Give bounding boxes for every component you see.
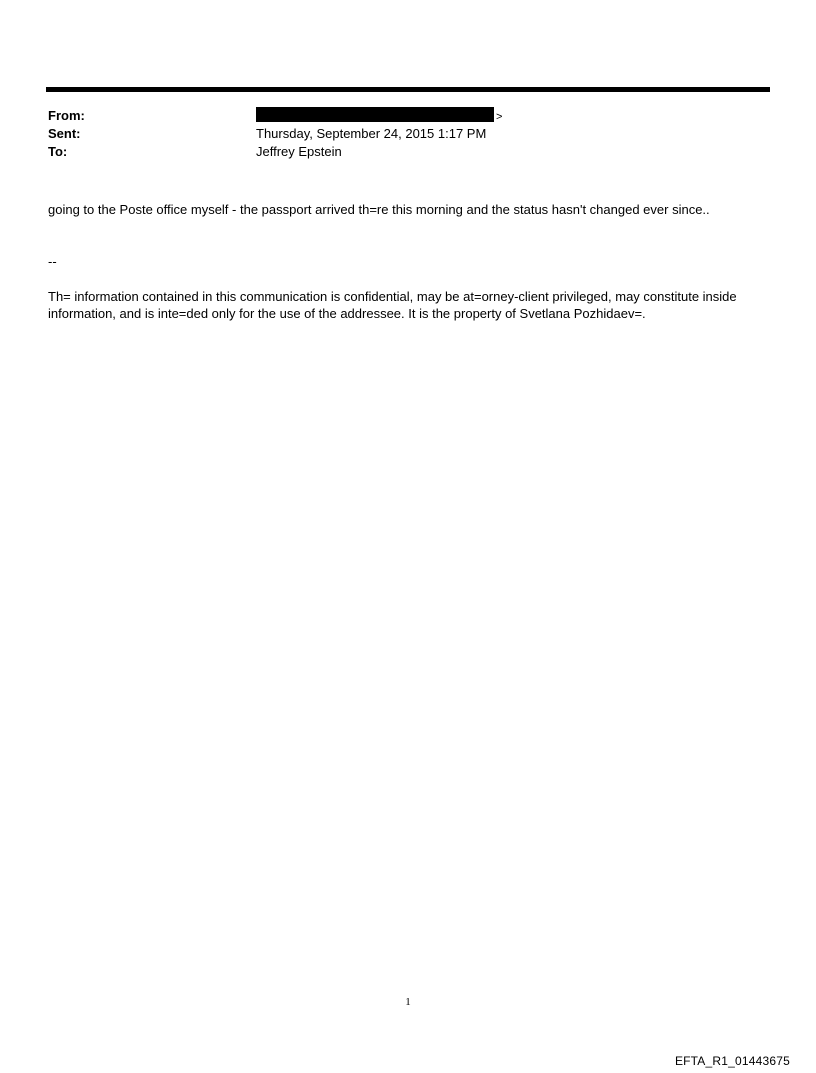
- confidentiality-notice: Th= information contained in this communication is confidential, may be at=orney-client privileged, may constitute inside information, and is inte=ded only for the use of the addressee. It is the property of Svetlana Pozhidaev=.: [48, 289, 737, 321]
- redaction-box: [256, 107, 494, 122]
- from-label: From:: [48, 108, 85, 123]
- sent-label: Sent:: [48, 126, 81, 141]
- header-divider: [46, 87, 770, 92]
- from-value: [256, 107, 502, 126]
- from-value-suffix: >: [496, 111, 503, 123]
- message-body: going to the Poste office myself - the passport arrived th=re this morning and the status hasn't changed ever since..: [48, 202, 710, 217]
- signature-separator: --: [48, 254, 57, 269]
- to-row: [48, 143, 748, 161]
- email-header: [48, 107, 748, 161]
- from-row: [48, 107, 748, 125]
- to-value: Jeffrey Epstein: [256, 144, 342, 159]
- bates-number: EFTA_R1_01443675: [674, 1054, 790, 1068]
- sent-row: [48, 125, 748, 143]
- page-number: 1: [405, 996, 411, 1008]
- to-label: To:: [48, 144, 68, 159]
- sent-value: Thursday, September 24, 2015 1:17 PM: [256, 126, 487, 141]
